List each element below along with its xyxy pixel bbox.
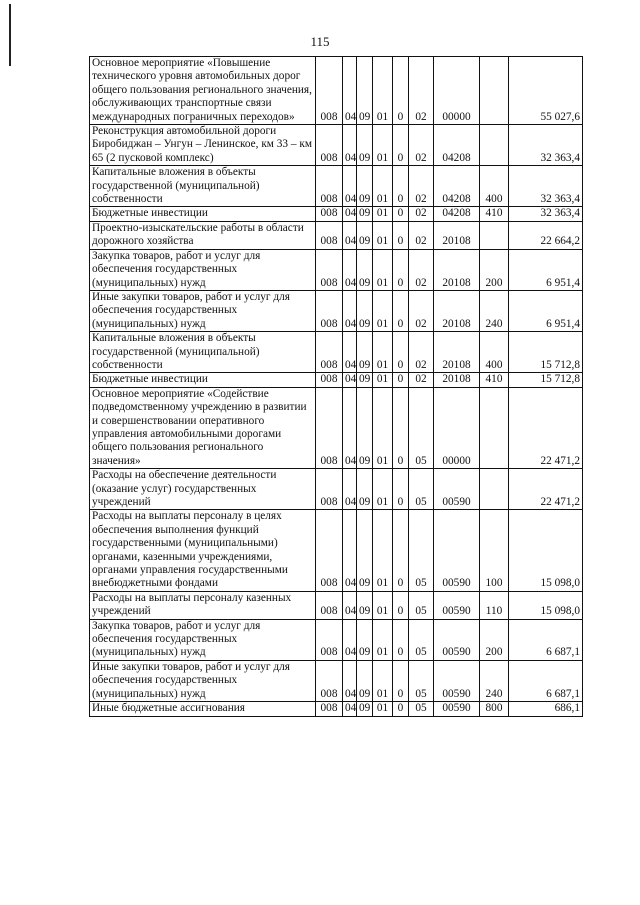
section-code-cell: 04 (343, 57, 357, 125)
expense-type-cell (480, 387, 509, 468)
subsection-code-cell: 09 (357, 166, 373, 207)
direction-code-cell: 00000 (434, 387, 480, 468)
section-code-cell: 04 (343, 510, 357, 591)
event-code-cell: 02 (409, 249, 434, 290)
subprogram-code-cell: 0 (393, 221, 409, 249)
event-code-cell: 05 (409, 510, 434, 591)
row-name-cell: Проектно-изыскательские работы в области дорожного хозяйства (90, 221, 316, 249)
subprogram-code-cell: 0 (393, 387, 409, 468)
amount-cell: 22 664,2 (509, 221, 583, 249)
table-row (90, 207, 583, 221)
direction-code-cell: 20108 (434, 373, 480, 387)
amount-cell: 15 098,0 (509, 510, 583, 591)
event-code-cell: 02 (409, 57, 434, 125)
expense-type-cell: 400 (480, 166, 509, 207)
amount-cell: 686,1 (509, 702, 583, 716)
program-code-cell: 01 (373, 373, 393, 387)
direction-code-cell: 04208 (434, 166, 480, 207)
expense-type-cell (480, 221, 509, 249)
event-code-cell: 02 (409, 166, 434, 207)
ministry-code-cell: 008 (316, 207, 343, 221)
expense-type-cell: 800 (480, 702, 509, 716)
section-code-cell: 04 (343, 469, 357, 510)
ministry-code-cell: 008 (316, 510, 343, 591)
section-code-cell: 04 (343, 619, 357, 660)
direction-code-cell: 00590 (434, 702, 480, 716)
subsection-code-cell: 09 (357, 591, 373, 619)
row-name-cell: Закупка товаров, работ и услуг для обеспечения государственных (муниципальных) нужд (90, 619, 316, 660)
amount-cell: 15 098,0 (509, 591, 583, 619)
row-name-cell: Иные бюджетные ассигнования (90, 702, 316, 716)
ministry-code-cell: 008 (316, 290, 343, 331)
ministry-code-cell: 008 (316, 469, 343, 510)
program-code-cell: 01 (373, 332, 393, 373)
subprogram-code-cell: 0 (393, 166, 409, 207)
row-name-cell: Основное мероприятие «Содействие подведомственному учреждению в развитии и совершенствовании оперативного управления автомобильными дорогами общего пользования регионального значения» (90, 387, 316, 468)
program-code-cell: 01 (373, 57, 393, 125)
subsection-code-cell: 09 (357, 57, 373, 125)
expense-type-cell (480, 469, 509, 510)
amount-cell: 22 471,2 (509, 469, 583, 510)
table-row (90, 387, 583, 468)
amount-cell: 15 712,8 (509, 373, 583, 387)
subsection-code-cell: 09 (357, 702, 373, 716)
row-name-cell: Бюджетные инвестиции (90, 373, 316, 387)
table-row (90, 469, 583, 510)
direction-code-cell: 00590 (434, 469, 480, 510)
subprogram-code-cell: 0 (393, 660, 409, 701)
table-row (90, 619, 583, 660)
row-name-cell: Расходы на выплаты персоналу в целях обеспечения выполнения функций государственными (муниципальными) органами, казенными учреждениями, органами управления государственными внебюджетными фондами (90, 510, 316, 591)
expense-type-cell (480, 57, 509, 125)
event-code-cell: 02 (409, 221, 434, 249)
subsection-code-cell: 09 (357, 373, 373, 387)
section-code-cell: 04 (343, 249, 357, 290)
program-code-cell: 01 (373, 166, 393, 207)
subprogram-code-cell: 0 (393, 332, 409, 373)
subprogram-code-cell: 0 (393, 373, 409, 387)
ministry-code-cell: 008 (316, 660, 343, 701)
subprogram-code-cell: 0 (393, 249, 409, 290)
event-code-cell: 02 (409, 373, 434, 387)
event-code-cell: 02 (409, 332, 434, 373)
ministry-code-cell: 008 (316, 166, 343, 207)
program-code-cell: 01 (373, 290, 393, 331)
amount-cell: 22 471,2 (509, 387, 583, 468)
subprogram-code-cell: 0 (393, 591, 409, 619)
expense-type-cell: 400 (480, 332, 509, 373)
expense-type-cell: 200 (480, 619, 509, 660)
program-code-cell: 01 (373, 249, 393, 290)
row-name-cell: Капитальные вложения в объекты государственной (муниципальной) собственности (90, 166, 316, 207)
subsection-code-cell: 09 (357, 619, 373, 660)
amount-cell: 15 712,8 (509, 332, 583, 373)
subsection-code-cell: 09 (357, 660, 373, 701)
event-code-cell: 05 (409, 660, 434, 701)
amount-cell: 6 951,4 (509, 249, 583, 290)
subsection-code-cell: 09 (357, 387, 373, 468)
subprogram-code-cell: 0 (393, 469, 409, 510)
section-code-cell: 04 (343, 125, 357, 166)
ministry-code-cell: 008 (316, 249, 343, 290)
program-code-cell: 01 (373, 207, 393, 221)
amount-cell: 6 687,1 (509, 660, 583, 701)
ministry-code-cell: 008 (316, 373, 343, 387)
section-code-cell: 04 (343, 221, 357, 249)
amount-cell: 6 687,1 (509, 619, 583, 660)
expense-type-cell: 240 (480, 290, 509, 331)
expense-type-cell: 200 (480, 249, 509, 290)
direction-code-cell: 00590 (434, 591, 480, 619)
program-code-cell: 01 (373, 387, 393, 468)
table-row (90, 591, 583, 619)
section-code-cell: 04 (343, 387, 357, 468)
direction-code-cell: 20108 (434, 249, 480, 290)
subsection-code-cell: 09 (357, 249, 373, 290)
direction-code-cell: 20108 (434, 221, 480, 249)
subsection-code-cell: 09 (357, 221, 373, 249)
direction-code-cell: 00590 (434, 619, 480, 660)
amount-cell: 55 027,6 (509, 57, 583, 125)
subsection-code-cell: 09 (357, 207, 373, 221)
subsection-code-cell: 09 (357, 290, 373, 331)
row-name-cell: Закупка товаров, работ и услуг для обеспечения государственных (муниципальных) нужд (90, 249, 316, 290)
section-code-cell: 04 (343, 290, 357, 331)
table-row (90, 221, 583, 249)
row-name-cell: Иные закупки товаров, работ и услуг для обеспечения государственных (муниципальных) нужд (90, 290, 316, 331)
event-code-cell: 05 (409, 591, 434, 619)
event-code-cell: 02 (409, 207, 434, 221)
table-row (90, 702, 583, 716)
row-name-cell: Реконструкция автомобильной дороги Биробиджан – Унгун – Ленинское, км 33 – км 65 (2 пусковой комплекс) (90, 125, 316, 166)
program-code-cell: 01 (373, 702, 393, 716)
direction-code-cell: 04208 (434, 125, 480, 166)
amount-cell: 32 363,4 (509, 166, 583, 207)
table-body (90, 57, 583, 717)
section-code-cell: 04 (343, 207, 357, 221)
budget-table (89, 56, 583, 717)
section-code-cell: 04 (343, 373, 357, 387)
program-code-cell: 01 (373, 591, 393, 619)
direction-code-cell: 00000 (434, 57, 480, 125)
program-code-cell: 01 (373, 660, 393, 701)
table-row (90, 249, 583, 290)
program-code-cell: 01 (373, 510, 393, 591)
event-code-cell: 05 (409, 702, 434, 716)
table-row (90, 290, 583, 331)
row-name-cell: Капитальные вложения в объекты государственной (муниципальной) собственности (90, 332, 316, 373)
table-row (90, 332, 583, 373)
subsection-code-cell: 09 (357, 332, 373, 373)
ministry-code-cell: 008 (316, 591, 343, 619)
ministry-code-cell: 008 (316, 619, 343, 660)
expense-type-cell: 410 (480, 207, 509, 221)
event-code-cell: 05 (409, 619, 434, 660)
direction-code-cell: 20108 (434, 290, 480, 331)
ministry-code-cell: 008 (316, 125, 343, 166)
ministry-code-cell: 008 (316, 702, 343, 716)
subprogram-code-cell: 0 (393, 125, 409, 166)
row-name-cell: Расходы на выплаты персоналу казенных учреждений (90, 591, 316, 619)
program-code-cell: 01 (373, 221, 393, 249)
row-name-cell: Иные закупки товаров, работ и услуг для обеспечения государственных (муниципальных) нужд (90, 660, 316, 701)
row-name-cell: Основное мероприятие «Повышение технического уровня автомобильных дорог общего пользования регионального значения, обслуживающих транспортные связи международных пограничных переходов» (90, 57, 316, 125)
ministry-code-cell: 008 (316, 221, 343, 249)
row-name-cell: Бюджетные инвестиции (90, 207, 316, 221)
amount-cell: 6 951,4 (509, 290, 583, 331)
program-code-cell: 01 (373, 469, 393, 510)
section-code-cell: 04 (343, 332, 357, 373)
ministry-code-cell: 008 (316, 387, 343, 468)
section-code-cell: 04 (343, 702, 357, 716)
subprogram-code-cell: 0 (393, 57, 409, 125)
table-row (90, 57, 583, 125)
event-code-cell: 05 (409, 469, 434, 510)
subsection-code-cell: 09 (357, 125, 373, 166)
program-code-cell: 01 (373, 125, 393, 166)
amount-cell: 32 363,4 (509, 125, 583, 166)
subprogram-code-cell: 0 (393, 702, 409, 716)
direction-code-cell: 20108 (434, 332, 480, 373)
table-row (90, 510, 583, 591)
page-number: 115 (310, 34, 330, 49)
expense-type-cell: 410 (480, 373, 509, 387)
table-row (90, 660, 583, 701)
subprogram-code-cell: 0 (393, 290, 409, 331)
event-code-cell: 02 (409, 290, 434, 331)
direction-code-cell: 00590 (434, 660, 480, 701)
direction-code-cell: 00590 (434, 510, 480, 591)
expense-type-cell (480, 125, 509, 166)
subprogram-code-cell: 0 (393, 510, 409, 591)
row-name-cell: Расходы на обеспечение деятельности (оказание услуг) государственных учреждений (90, 469, 316, 510)
program-code-cell: 01 (373, 619, 393, 660)
table-row (90, 166, 583, 207)
table-row (90, 373, 583, 387)
ministry-code-cell: 008 (316, 332, 343, 373)
subprogram-code-cell: 0 (393, 619, 409, 660)
expense-type-cell: 110 (480, 591, 509, 619)
expense-type-cell: 100 (480, 510, 509, 591)
event-code-cell: 02 (409, 125, 434, 166)
section-code-cell: 04 (343, 166, 357, 207)
direction-code-cell: 04208 (434, 207, 480, 221)
subsection-code-cell: 09 (357, 510, 373, 591)
section-code-cell: 04 (343, 591, 357, 619)
section-code-cell: 04 (343, 660, 357, 701)
event-code-cell: 05 (409, 387, 434, 468)
subsection-code-cell: 09 (357, 469, 373, 510)
expense-type-cell: 240 (480, 660, 509, 701)
ministry-code-cell: 008 (316, 57, 343, 125)
amount-cell: 32 363,4 (509, 207, 583, 221)
subprogram-code-cell: 0 (393, 207, 409, 221)
table-row (90, 125, 583, 166)
